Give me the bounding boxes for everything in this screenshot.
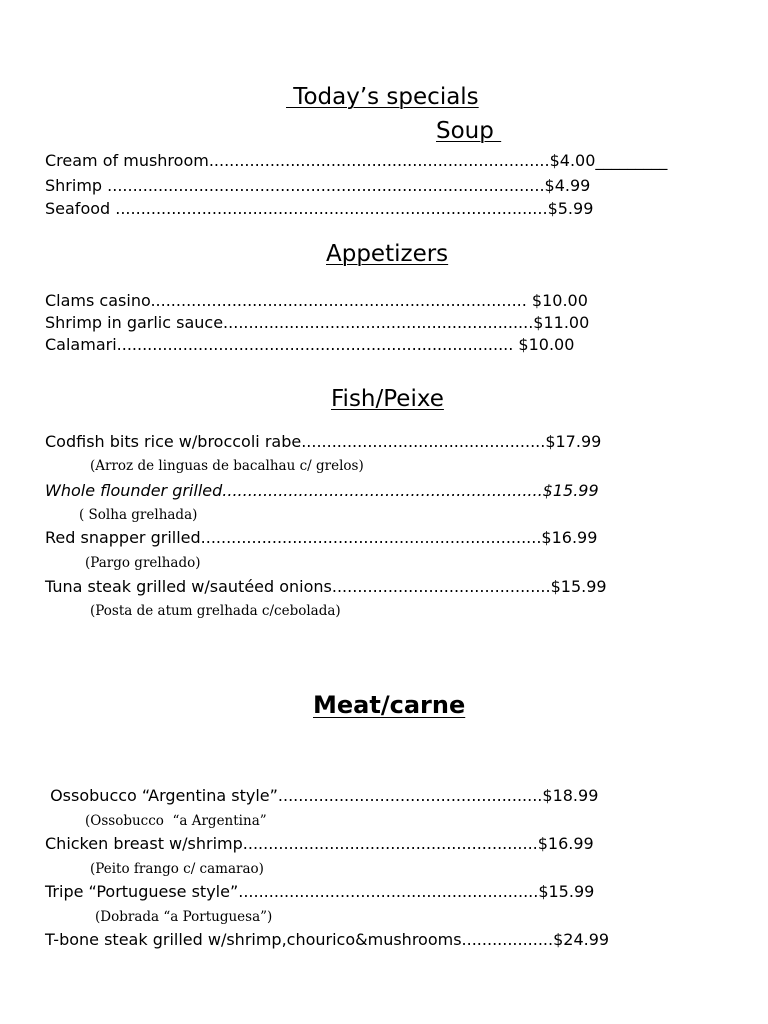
meat-item-translation: (Ossobucco “a Argentina” <box>85 813 267 829</box>
meat-item-translation: (Peito frango c/ camarao) <box>90 861 264 877</box>
appetizer-item: Clams casino.......................................................................... $10.00 <box>45 291 588 310</box>
meat-item-translation: (Dobrada “a Portuguesa”) <box>95 909 273 925</box>
meat-item: T-bone steak grilled w/shrimp,chourico&mushrooms..................$24.99 <box>45 930 610 949</box>
meat-item: Tripe “Portuguese style”...........................................................$15.99 <box>45 882 595 901</box>
soup-item: Shrimp ......................................................................................$4.99 <box>45 176 591 195</box>
soup-item: Seafood .....................................................................................$5.99 <box>45 199 594 218</box>
soup-item: Cream of mushroom...................................................................$4.00_________ <box>45 151 668 170</box>
fish-item-translation: ( Solha grelhada) <box>79 507 198 523</box>
appetizers-heading: Appetizers <box>326 241 449 267</box>
page-title: Today’s specials <box>286 84 479 110</box>
meat-heading: Meat/carne <box>313 691 466 719</box>
fish-item-translation: (Posta de atum grelhada c/cebolada) <box>90 603 341 619</box>
fish-item: Tuna steak grilled w/sautéed onions...........................................$15.99 <box>45 577 607 596</box>
fish-item: Whole flounder grilled...............................................................$15.99 <box>45 481 599 500</box>
fish-item-translation: (Pargo grelhado) <box>85 555 201 571</box>
meat-item: Ossobucco “Argentina style”....................................................$18.99 <box>45 786 599 805</box>
fish-item-translation: (Arroz de linguas de bacalhau c/ grelos) <box>90 458 364 474</box>
meat-item: Chicken breast w/shrimp..........................................................$16.99 <box>45 834 594 853</box>
fish-heading: Fish/Peixe <box>331 386 444 412</box>
fish-item: Red snapper grilled...................................................................$16.99 <box>45 528 598 547</box>
soup-heading: Soup <box>436 118 502 144</box>
appetizer-item: Shrimp in garlic sauce.............................................................$11.00 <box>45 313 590 332</box>
fish-item: Codfish bits rice w/broccoli rabe................................................$17.99 <box>45 432 602 451</box>
appetizer-item: Calamari.............................................................................. $10.00 <box>45 335 575 354</box>
